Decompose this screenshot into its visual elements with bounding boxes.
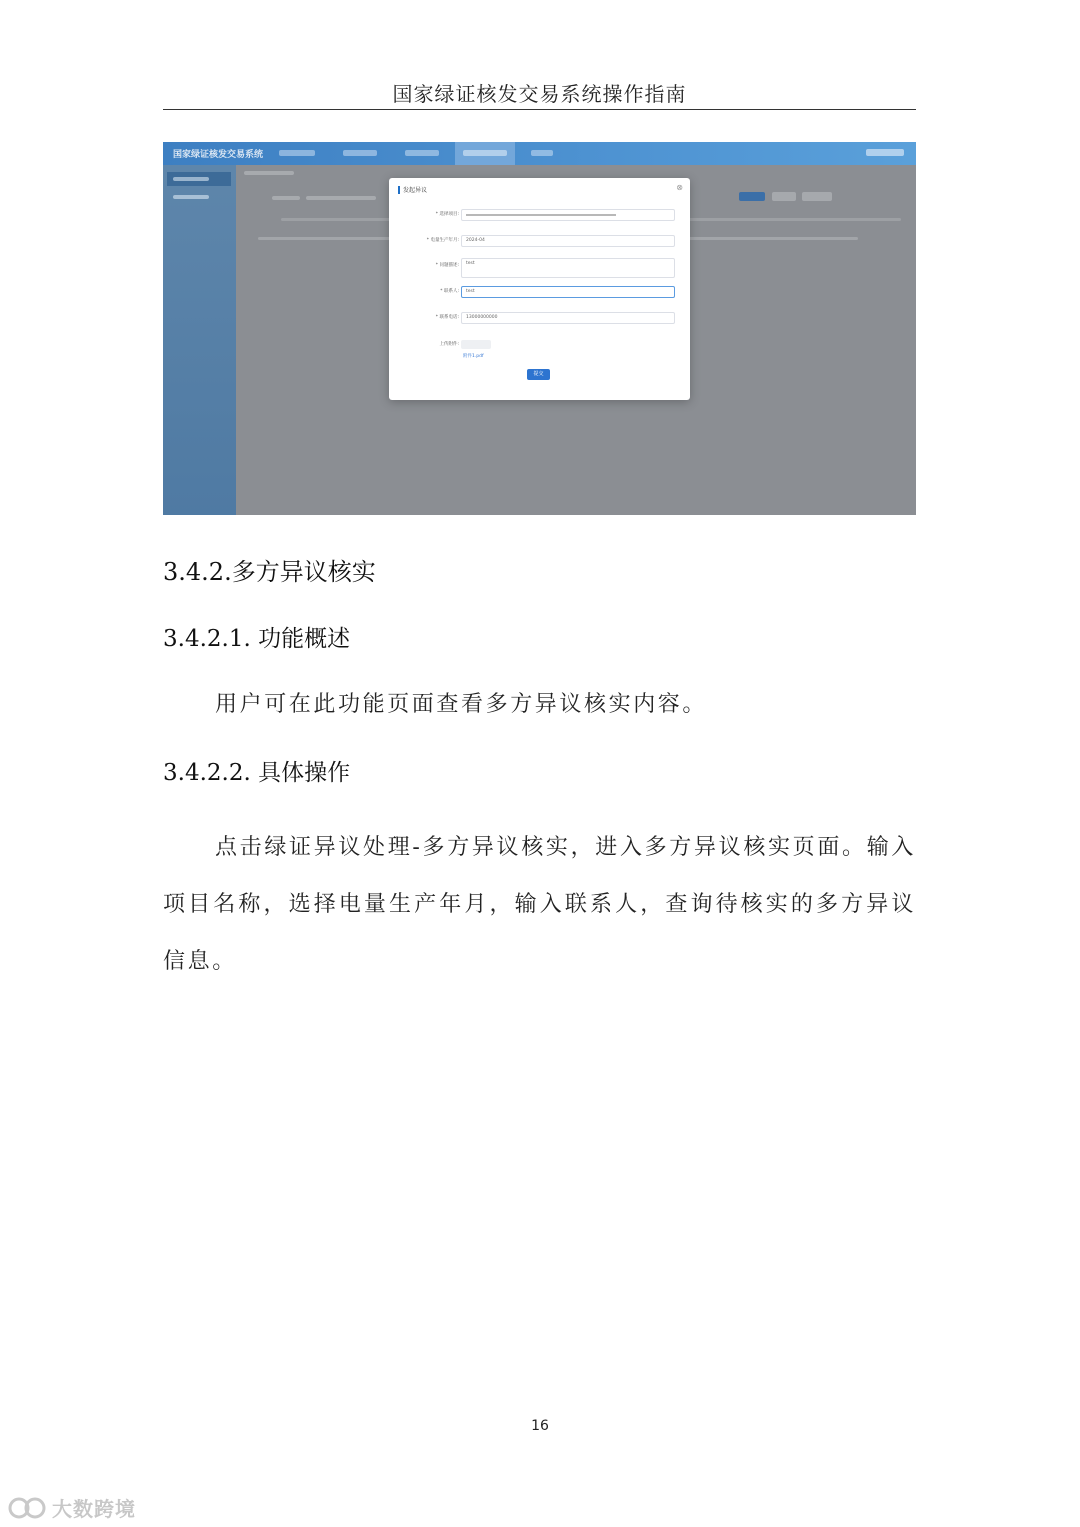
field-label: * 问题描述: [435,263,459,268]
system-screenshot [163,142,916,515]
subsection-heading: 3.4.2.1. 功能概述 [163,626,351,652]
paragraph: 点击绿证异议处理-多方异议核实，进入多方异议核实页面。输入项目名称，选择电量生产年月，输入联系人，查询待核实的多方异议信息。 [163,835,916,974]
field-label: * 联系人: [440,289,459,294]
search-label [272,196,300,200]
subsection-heading: 3.4.2.2. 具体操作 [163,760,351,786]
add-button[interactable] [802,192,832,201]
month-picker[interactable]: 2024-04 [461,235,675,247]
running-header: 国家绿证核发交易系统操作指南 [392,82,687,106]
field-label: 上传附件: [439,342,459,347]
app-title: 国家绿证核发交易系统 [173,150,264,160]
search-field[interactable] [306,196,376,200]
user-menu[interactable] [866,149,904,156]
watermark-text: 大数跨境 [52,1497,136,1521]
close-circle-icon[interactable]: ⊗ [676,183,683,192]
phone-input[interactable]: 13000000000 [461,312,675,324]
reset-button[interactable] [772,192,796,201]
field-label: * 电量生产年月: [426,238,459,243]
header-rule [163,109,916,110]
sidebar [163,165,236,515]
upload-button[interactable] [461,340,491,349]
title-accent [398,186,400,194]
project-select[interactable] [461,209,675,221]
query-button[interactable] [739,192,765,201]
sidebar-item[interactable] [167,190,231,204]
attachment-link[interactable]: 附件1.pdf [463,354,484,359]
app-topbar [163,142,916,165]
modal-title: 发起异议 [403,187,428,194]
field-label: * 选择项目: [435,212,459,217]
nav-item-active[interactable] [455,142,515,165]
paragraph: 用户可在此功能页面查看多方异议核实内容。 [215,692,708,717]
watermark-logo-icon [8,1495,52,1521]
dispute-modal [389,178,690,400]
contact-input[interactable]: test [461,286,675,298]
breadcrumb [244,171,294,175]
sidebar-item-active[interactable] [167,172,231,186]
watermark [8,1493,136,1522]
field-label: * 联系电话: [435,315,459,320]
description-textarea[interactable]: test [461,258,675,278]
submit-button[interactable]: 提交 [527,369,550,380]
nav-item[interactable] [279,150,315,156]
page-number: 16 [531,1418,549,1434]
section-heading: 3.4.2.多方异议核实 [163,558,376,586]
nav-item[interactable] [531,150,553,156]
nav-item[interactable] [405,150,439,156]
nav-item[interactable] [343,150,377,156]
